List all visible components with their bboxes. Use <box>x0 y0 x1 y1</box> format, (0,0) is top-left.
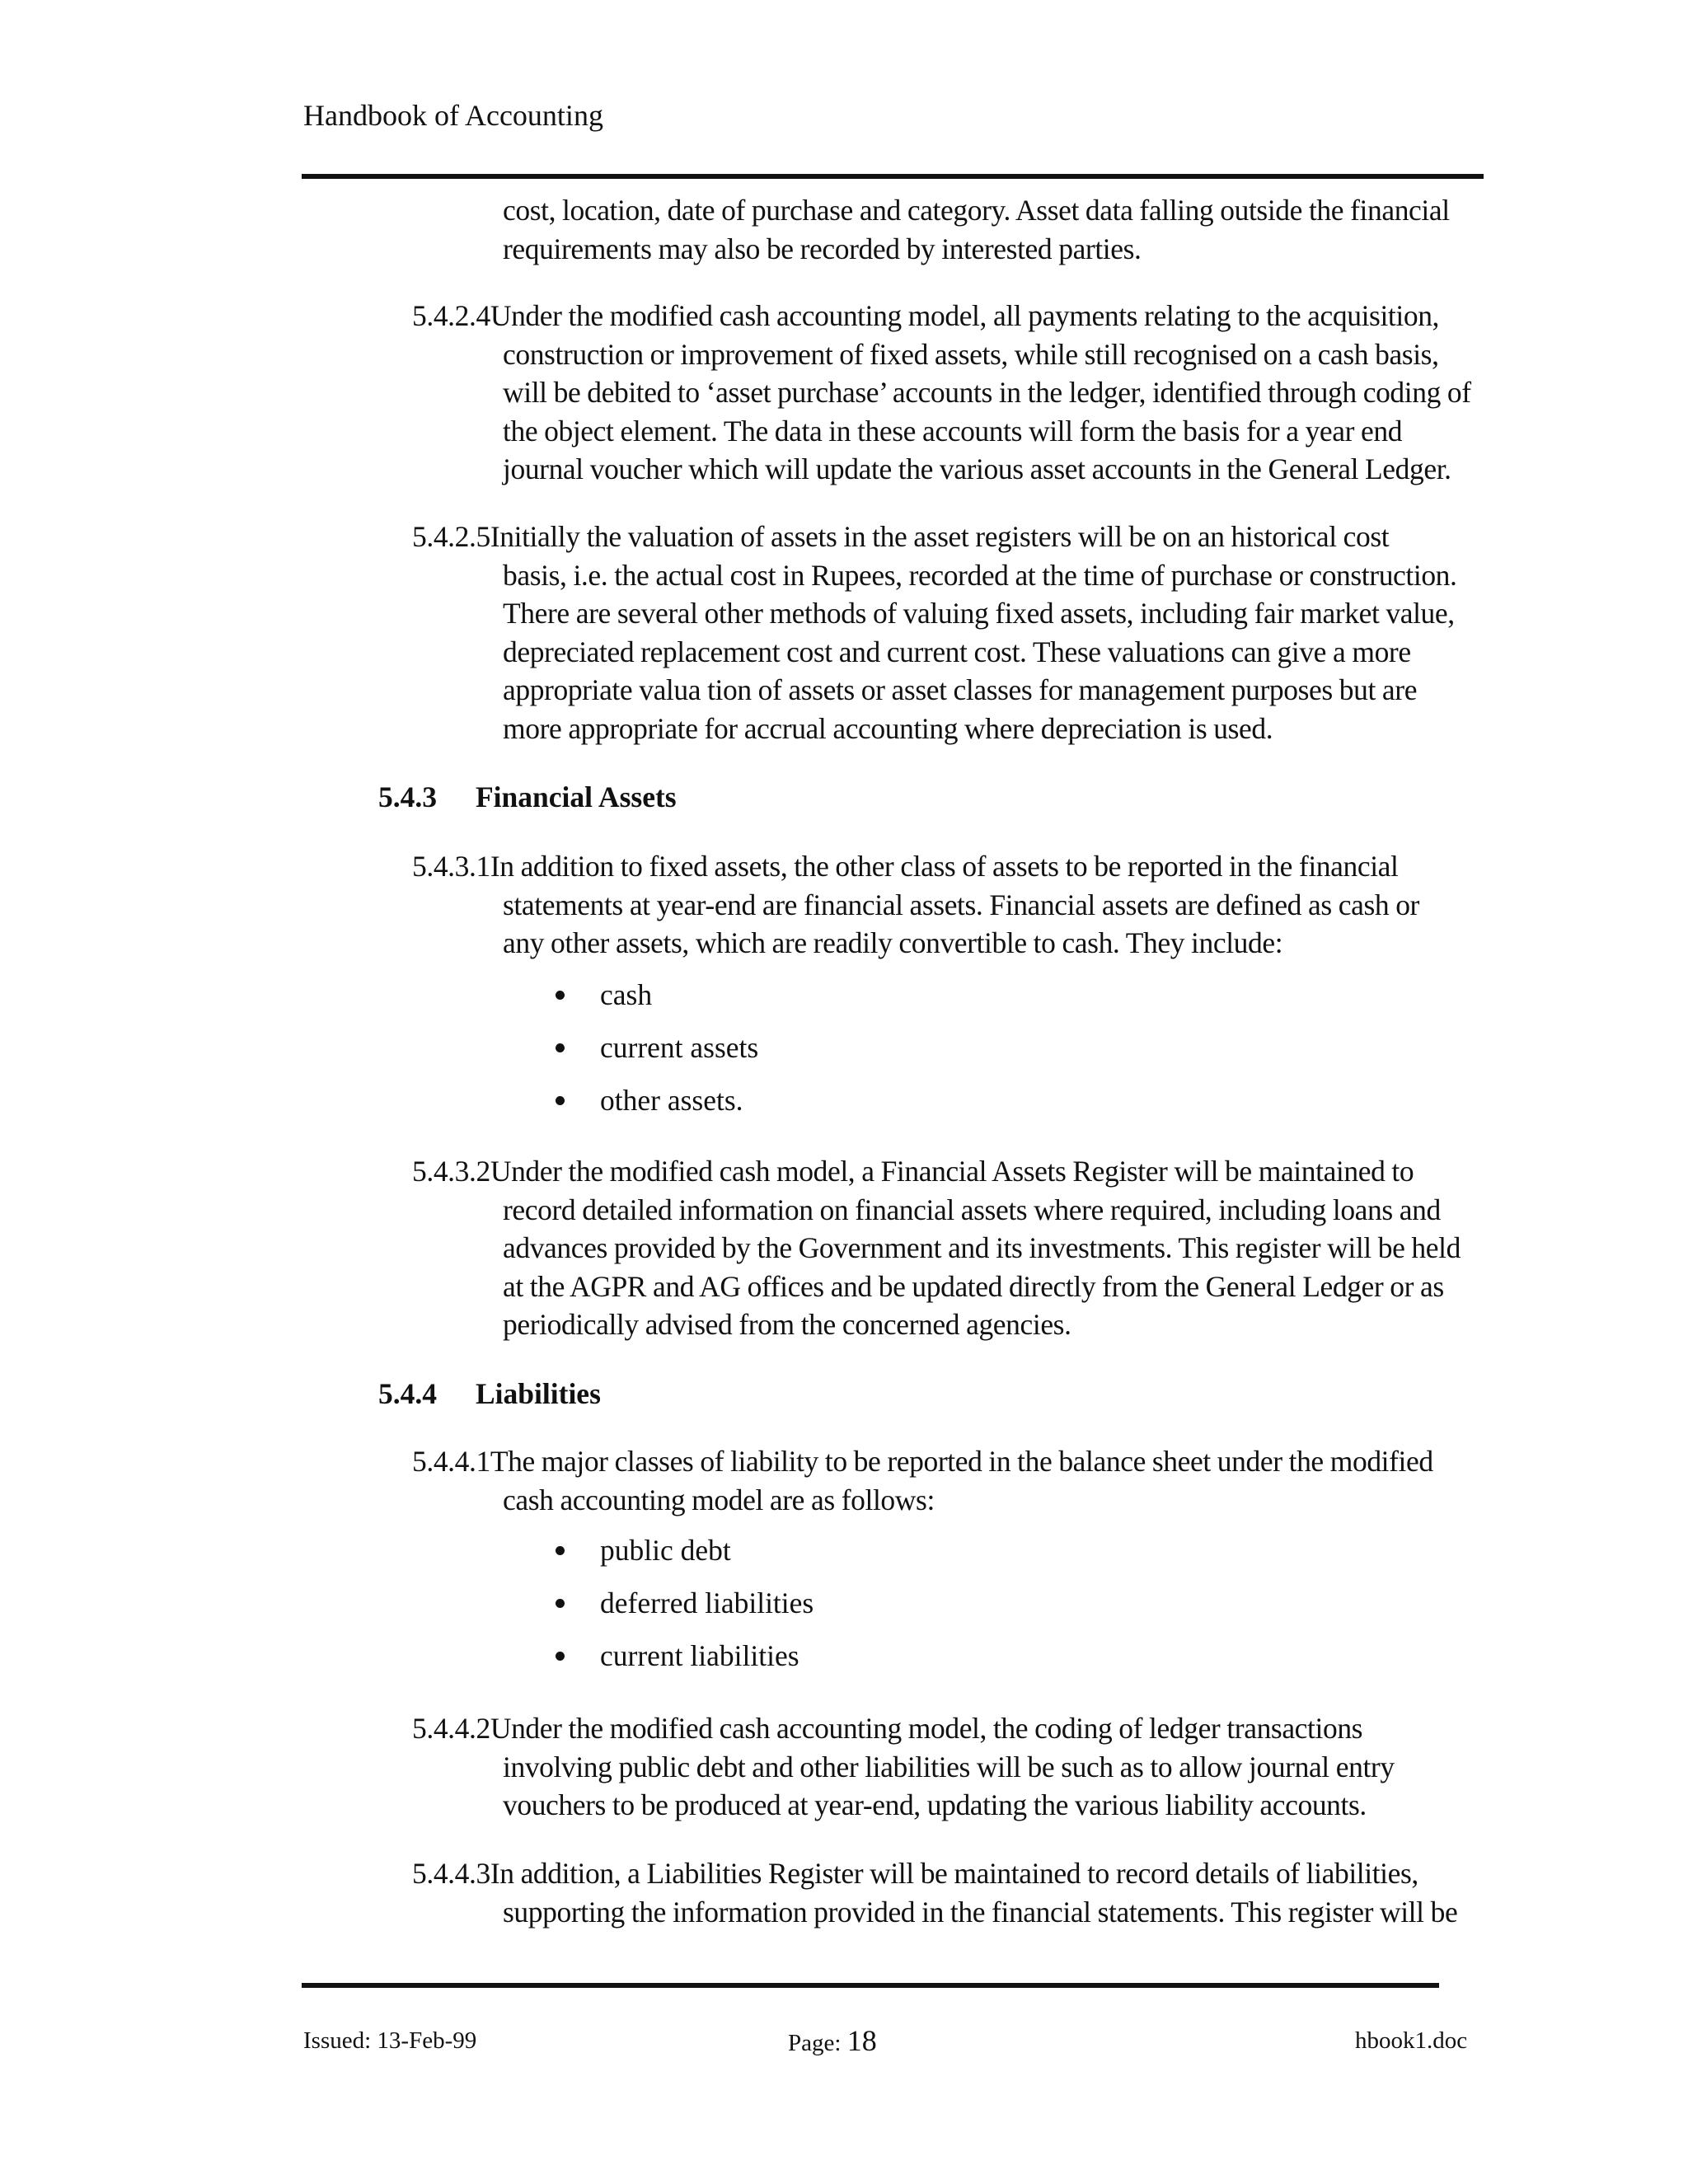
text-line: periodically advised from the concerned agencies. <box>503 1308 1071 1341</box>
bullet-icon <box>556 1546 565 1555</box>
text-line: will be debited to ‘asset purchase’ accounts in the ledger, identified through coding of <box>503 376 1471 409</box>
text-line: more appropriate for accrual accounting where depreciation is used. <box>503 711 1273 745</box>
text-line: involving public debt and other liabilities will be such as to allow journal entry <box>503 1750 1395 1783</box>
bullet-icon <box>556 1096 565 1105</box>
section-heading-5-4-4 <box>378 1375 601 1413</box>
running-header-title: Handbook of Accounting <box>303 99 603 132</box>
header-rule <box>302 174 1484 179</box>
text-line: construction or improvement of fixed assets, while still recognised on a cash basis, <box>503 337 1439 371</box>
paragraph-number: 5.4.4.1 <box>412 1445 490 1478</box>
text-line: advances provided by the Government and its investments. This register will be held <box>503 1231 1461 1264</box>
page-number: 18 <box>846 2024 877 2057</box>
footer-page <box>788 2024 877 2060</box>
text-line: In addition, a Liabilities Register will be maintained to record details of liabilities, <box>490 1857 1418 1890</box>
text-line: statements at year-end are financial assets. Financial assets are defined as cash or <box>503 888 1419 921</box>
paragraph-number: 5.4.3.2 <box>412 1155 490 1188</box>
paragraph-5-4-2-4 <box>412 297 1492 489</box>
text-line: cost, location, date of purchase and category. Asset data falling outside the financial <box>503 194 1450 227</box>
text-line: supporting the information provided in the financial statements. This register will be <box>503 1895 1458 1929</box>
footer-filename: hbook1.doc <box>1355 2027 1468 2054</box>
text-line: The major classes of liability to be reported in the balance sheet under the modified <box>490 1445 1433 1478</box>
text-line: There are several other methods of valuing fixed assets, including fair market value, <box>503 597 1455 630</box>
paragraph-5-4-4-1 <box>412 1442 1492 1519</box>
text-line: the object element. The data in these accounts will form the basis for a year end <box>503 414 1403 448</box>
section-number: 5.4.4 <box>378 1377 437 1410</box>
text-line: Initially the valuation of assets in the asset registers will be on an historical cost <box>490 520 1390 553</box>
bullet-icon <box>556 1599 565 1608</box>
text-line: cash accounting model are as follows: <box>503 1483 935 1516</box>
text-line: Under the modified cash accounting model, all payments relating to the acquisition, <box>490 299 1440 332</box>
text-line: Under the modified cash accounting model, the coding of ledger transactions <box>490 1712 1363 1745</box>
section-heading-5-4-3 <box>378 778 677 816</box>
page-label: Page: <box>788 2030 842 2056</box>
text-line: Under the modified cash model, a Financial Assets Register will be maintained to <box>490 1155 1414 1188</box>
paragraph-5-4-4-3 <box>412 1854 1492 1931</box>
text-line: at the AGPR and AG offices and be updated directly from the General Ledger or as <box>503 1269 1444 1303</box>
paragraph-5-4-3-1 <box>412 847 1492 963</box>
paragraph-number: 5.4.4.3 <box>412 1857 490 1890</box>
paragraph-5-4-3-2 <box>412 1152 1492 1344</box>
paragraph-number: 5.4.4.2 <box>412 1712 490 1745</box>
text-line: any other assets, which are readily convertible to cash. They include: <box>503 926 1283 959</box>
text-line: record detailed information on financial assets where required, including loans and <box>503 1193 1441 1226</box>
section-title: Financial Assets <box>476 780 677 813</box>
text-line: basis, i.e. the actual cost in Rupees, recorded at the time of purchase or construction. <box>503 558 1457 592</box>
continuation-paragraph <box>503 191 1492 268</box>
footer-rule <box>302 1983 1439 1988</box>
paragraph-number: 5.4.2.5 <box>412 520 490 553</box>
bullet-icon <box>556 1652 565 1661</box>
paragraph-number: 5.4.3.1 <box>412 850 490 883</box>
paragraph-number: 5.4.2.4 <box>412 299 490 332</box>
bullet-icon <box>556 1043 565 1052</box>
section-title: Liabilities <box>476 1377 601 1410</box>
text-line: In addition to fixed assets, the other class of assets to be reported in the financial <box>490 850 1399 883</box>
paragraph-5-4-4-2 <box>412 1709 1492 1825</box>
section-number: 5.4.3 <box>378 780 437 813</box>
paragraph-5-4-2-5 <box>412 518 1492 748</box>
text-line: depreciated replacement cost and current cost. These valuations can give a more <box>503 635 1411 668</box>
footer-issued-date: Issued: 13-Feb-99 <box>303 2027 477 2054</box>
text-line: requirements may also be recorded by interested parties. <box>503 232 1142 265</box>
text-line: appropriate valua tion of assets or asset classes for management purposes but are <box>503 673 1418 706</box>
bullet-icon <box>556 991 565 1000</box>
text-line: vouchers to be produced at year-end, updating the various liability accounts. <box>503 1788 1367 1821</box>
text-line: journal voucher which will update the various asset accounts in the General Ledger. <box>503 452 1451 485</box>
